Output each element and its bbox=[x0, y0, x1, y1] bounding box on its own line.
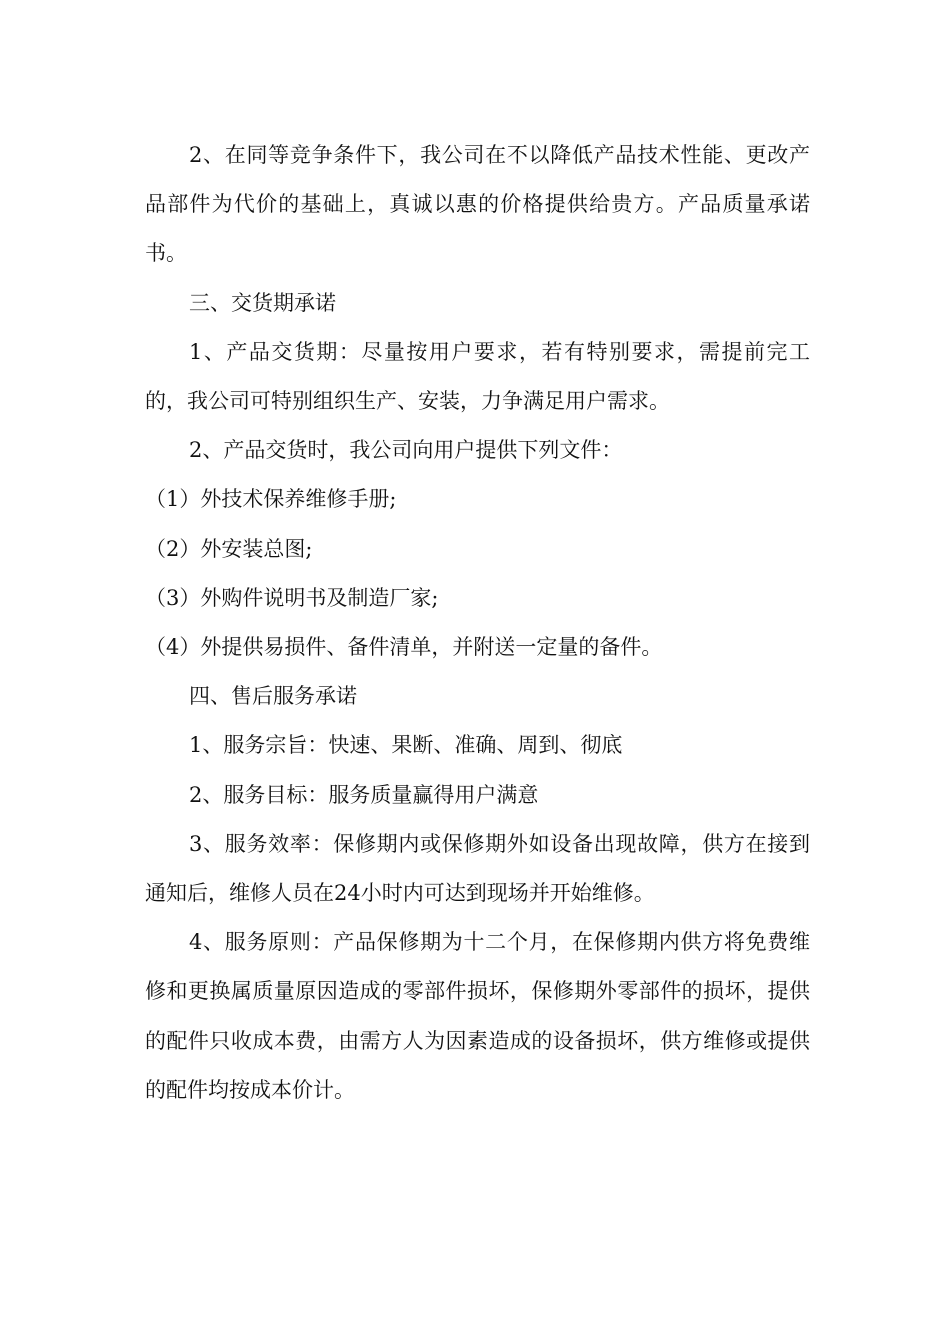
paragraph-price-commitment: 2、在同等竞争条件下，我公司在不以降低产品技术性能、更改产品部件为代价的基础上，真诚以惠的价格提供给贵方。产品质量承诺书。 bbox=[145, 143, 810, 266]
paragraph-service-principle: 4、服务原则：产品保修期为十二个月，在保修期内供方将免费维修和更换属质量原因造成的零部件损坏，保修期外零部件的损坏，提供的配件只收成本费，由需方人为因素造成的设备损坏，供方维修或提供的配件均按成本价计。 bbox=[145, 930, 810, 1102]
paragraph-service-efficiency: 3、服务效率：保修期内或保修期外如设备出现故障，供方在接到通知后，维修人员在24小时内可达到现场并开始维修。 bbox=[145, 831, 810, 906]
heading-after-sales-commitment: 四、售后服务承诺 bbox=[189, 684, 357, 709]
list-item-spare-parts-list: （4）外提供易损件、备件清单，并附送一定量的备件。 bbox=[145, 635, 663, 660]
document-body bbox=[145, 131, 810, 1115]
heading-delivery-commitment: 三、交货期承诺 bbox=[189, 290, 336, 315]
list-item-installation-drawing: （2）外安装总图; bbox=[145, 536, 313, 561]
paragraph-service-goal: 2、服务目标：服务质量赢得用户满意 bbox=[189, 782, 539, 807]
paragraph-service-purpose: 1、服务宗旨：快速、果断、准确、周到、彻底 bbox=[189, 733, 623, 758]
paragraph-delivery-documents: 2、产品交货时，我公司向用户提供下列文件： bbox=[189, 438, 623, 463]
list-item-purchased-parts-manual: （3）外购件说明书及制造厂家; bbox=[145, 585, 439, 610]
paragraph-delivery-period: 1、产品交货期：尽量按用户要求，若有特别要求，需提前完工的，我公司可特别组织生产、安装，力争满足用户需求。 bbox=[145, 339, 810, 414]
list-item-maintenance-manual: （1）外技术保养维修手册; bbox=[145, 487, 397, 512]
